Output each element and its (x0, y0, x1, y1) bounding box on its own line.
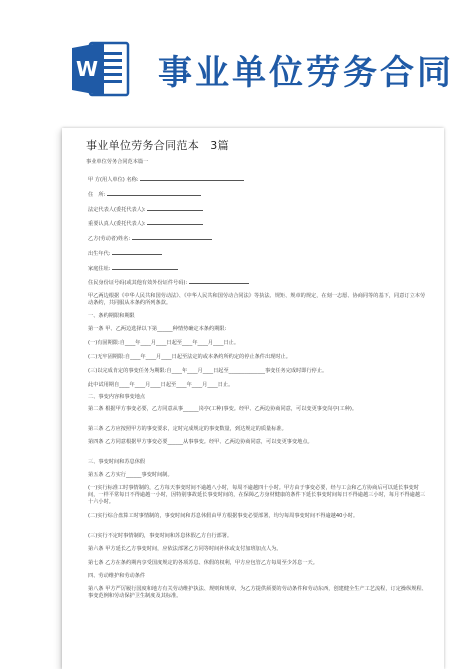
doc-paragraph: 第四条 乙方同意根据甲方事变必要______从事事变。经甲、乙两边协商同意，可以变更事变地点。 (88, 439, 313, 445)
doc-heading: 二、事变内容和事变地点 (88, 394, 146, 400)
banner (0, 0, 474, 115)
doc-line: 第三条 乙方应按照甲方的事变要求，定时完成规定的事变数量，到达规定的质量标准。 (88, 426, 287, 432)
doc-line: 住 所: (88, 191, 201, 199)
doc-line: (三)实行不定时事情制的，事变时间和苏息休假乙方自行部署。 (88, 533, 233, 539)
doc-line: 第六条 甲方延长乙方事变时间，应依法部署乙方同等时间补休或支付加班加点人为。 (88, 546, 282, 552)
doc-line: 重要认真人(委托代表人): (88, 220, 203, 228)
doc-line: 乙方(劳动者)姓名: (88, 235, 212, 243)
doc-line: 家庭住址: (88, 265, 178, 273)
doc-paragraph: 甲乙两边根据《中华人民共和国劳动法》、《中华人民共和国劳动合同法》等执法、规矩、规章的规定，在刻一志愿、协商同等的基下，同意订立本劳动条约，共同服从本条约所列条款。 (88, 293, 426, 306)
doc-line: 此中试用期自____年____月____日起至____年____月____日止。 (88, 382, 234, 388)
doc-paragraph: (二)实行综合盘算工时事情制的，事变时间和苏息休假由甲方根据事变必要部署，均匀每周事变时间不得逾越40小时。 (88, 513, 359, 519)
doc-line: (一)有固期限:自____年____月____日起至____年____月____日止。 (88, 340, 240, 346)
doc-paragraph: 第八条 甲方严厉履行国度和地方有关劳动维护执法、规则和规章，为乙方提供须要的劳动条件和劳动东西，创建健全生产工艺流程，订定操纵规程、事变范例和劳动保护卫生制度及其标准。 (88, 586, 427, 599)
doc-line: 事业单位劳务合同范本篇一 (86, 159, 149, 165)
document-title: 事业单位劳务合同范本 3篇 (86, 139, 229, 152)
document-preview (62, 128, 444, 669)
banner-title: 事业单位劳务合同 (158, 53, 454, 93)
doc-paragraph: (一)实行标准工时事情制的，乙方每天事变时间不逾越八小时，每周不逾越四十小时。甲方由于事变必要，经与工会和乙方协商后可以延长事变时间，一样平常每日不得逾越一小时，因特别事故延长事变时间的，在保障乙方身材健康的条件下延长事变时间每日不得逾越三小时，每月不得逾越三十六小时。 (88, 485, 426, 505)
doc-line: (三)以完成肯定的事变任务为期限:自____年____月____日起至______________事变任务完成时即行停止。 (88, 368, 328, 374)
doc-heading: 三、事变时间和苏息休假 (88, 459, 146, 465)
doc-heading: 一、条约期限和期限 (88, 313, 135, 319)
doc-line: (二)无牢固期限:自____年____月____日起至法定的或本条约所约定的停止条件出现时止。 (88, 354, 291, 360)
doc-heading: 四、劳动维护和劳动条件 (88, 573, 146, 579)
word-document-icon (70, 38, 132, 100)
doc-line: 第七条 乙方在条约期内享受国度规定的各项苏息、休假的权利，甲方应包管乙方每周至少苏息一天。 (88, 560, 318, 566)
doc-paragraph: 第二条 根据甲方事变必要，乙方同意从事______岗亭(工种)事变。经甲、乙两边协商同意，可以变更事变岗亭(工种)。 (88, 406, 358, 412)
doc-line: 法定代表人(委托代表人): (88, 206, 203, 214)
doc-line: 第一条 甲、乙两边选择以下第______种情势确定本条约期限: (88, 326, 227, 332)
doc-line: 甲 方(用人单位) 名称: (88, 176, 244, 184)
doc-line: 第五条 乙方实行______事变时间制。 (88, 472, 173, 478)
doc-line: 住民身份证号码(或其他有效外份证件号码): (88, 279, 249, 287)
word-icon-letter: W (75, 57, 99, 81)
doc-line: 出生年代: (88, 250, 162, 258)
